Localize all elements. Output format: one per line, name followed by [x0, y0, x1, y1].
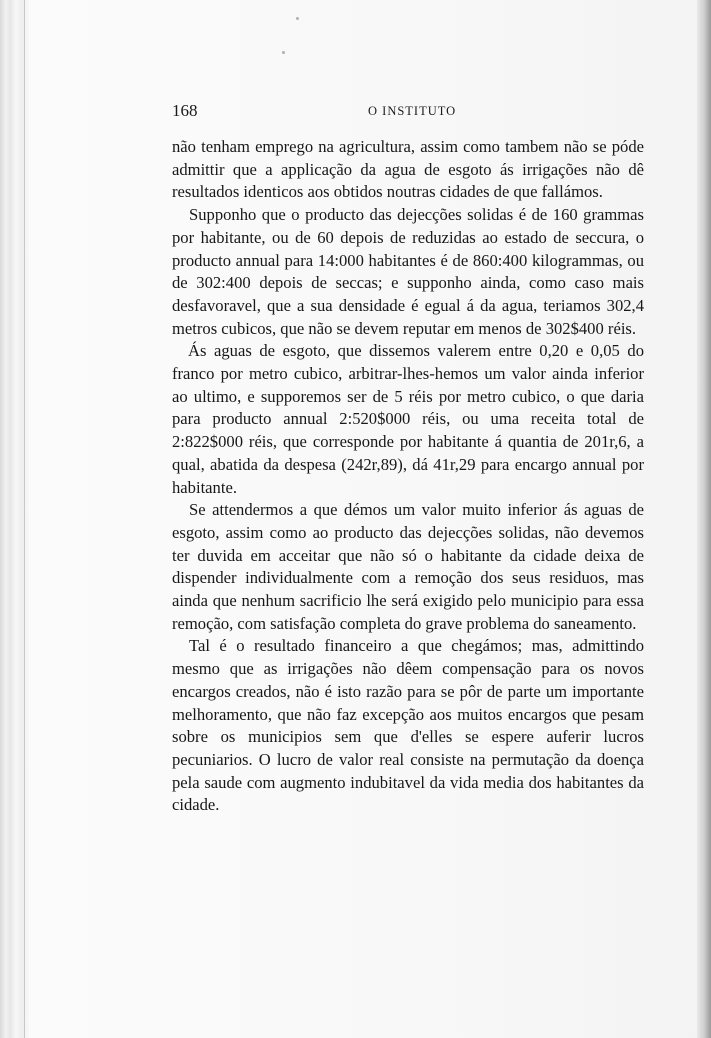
running-head: O INSTITUTO: [368, 104, 457, 118]
paper-speck: [296, 17, 299, 20]
paragraph-aguas-esgoto: Ás aguas de esgoto, que dissemos valerem entre 0,20 e 0,05 do franco por metro cubico, arbitrar-lhes-hemos um valor ainda inferior ao ultimo, e supporemos ser de 5 réis por metro cubico, o que daria para producto annual 2:520$000 réis, ou uma receita total de 2:822$000 réis, que corresponde por habitante á quantia de 201r,6, a qual, abatida da despesa (242r,89), dá 41r,29 para encargo annual por habitante.: [172, 341, 644, 497]
paper-speck: [282, 51, 285, 54]
page-number: 168: [172, 101, 198, 120]
paragraph-attendermos: Se attendermos a que démos um valor muito inferior ás aguas de esgoto, assim como ao producto das dejecções solidas, não devemos ter duvida em acceitar que não só o habitante da cidade deixa de dispender individualmente com a remoção dos seus residuos, mas ainda que nenhum sacrificio lhe será exigido pelo municipio para essa remoção, com satisfação completa do grave problema do saneamento.: [172, 500, 644, 633]
paragraph-resultado-financeiro: Tal é o resultado financeiro a que chegámos; mas, admittindo mesmo que as irrigações não dêem compensação para os novos encargos creados, não é isto razão para se pôr de parte um importante melhoramento, que não faz excepção aos muitos encargos que pesam sobre os municipios sem que d'elles se espere auferir lucros pecuniarios. O lucro de valor real consiste na permutação da doença pela saude com augmento indubitavel da vida media dos habitantes da cidade.: [172, 636, 644, 815]
page-gutter-line: [24, 0, 25, 1038]
page-edge-shadow: [697, 0, 711, 1038]
paragraph-continuation: não tenham emprego na agricultura, assim como tambem não se póde admittir que a applicação da agua de esgoto ás irrigações não dê resultados identicos aos obtidos noutras cidades de que fallámos.: [172, 137, 644, 202]
paragraph-dejeccoes: Supponho que o producto das dejecções solidas é de 160 grammas por habitante, ou de 60 depois de reduzidas ao estado de seccura, o producto annual para 14:000 habitantes é de 860:400 kilogrammas, ou de 302:400 depois de seccas; e supponho ainda, como caso mais desfavoravel, que a sua densidade é egual á da agua, teriamos 302,4 metros cubicos, que não se devem reputar em menos de 302$400 réis.: [172, 205, 644, 338]
body-text: [172, 136, 644, 817]
page-header: [172, 101, 644, 123]
